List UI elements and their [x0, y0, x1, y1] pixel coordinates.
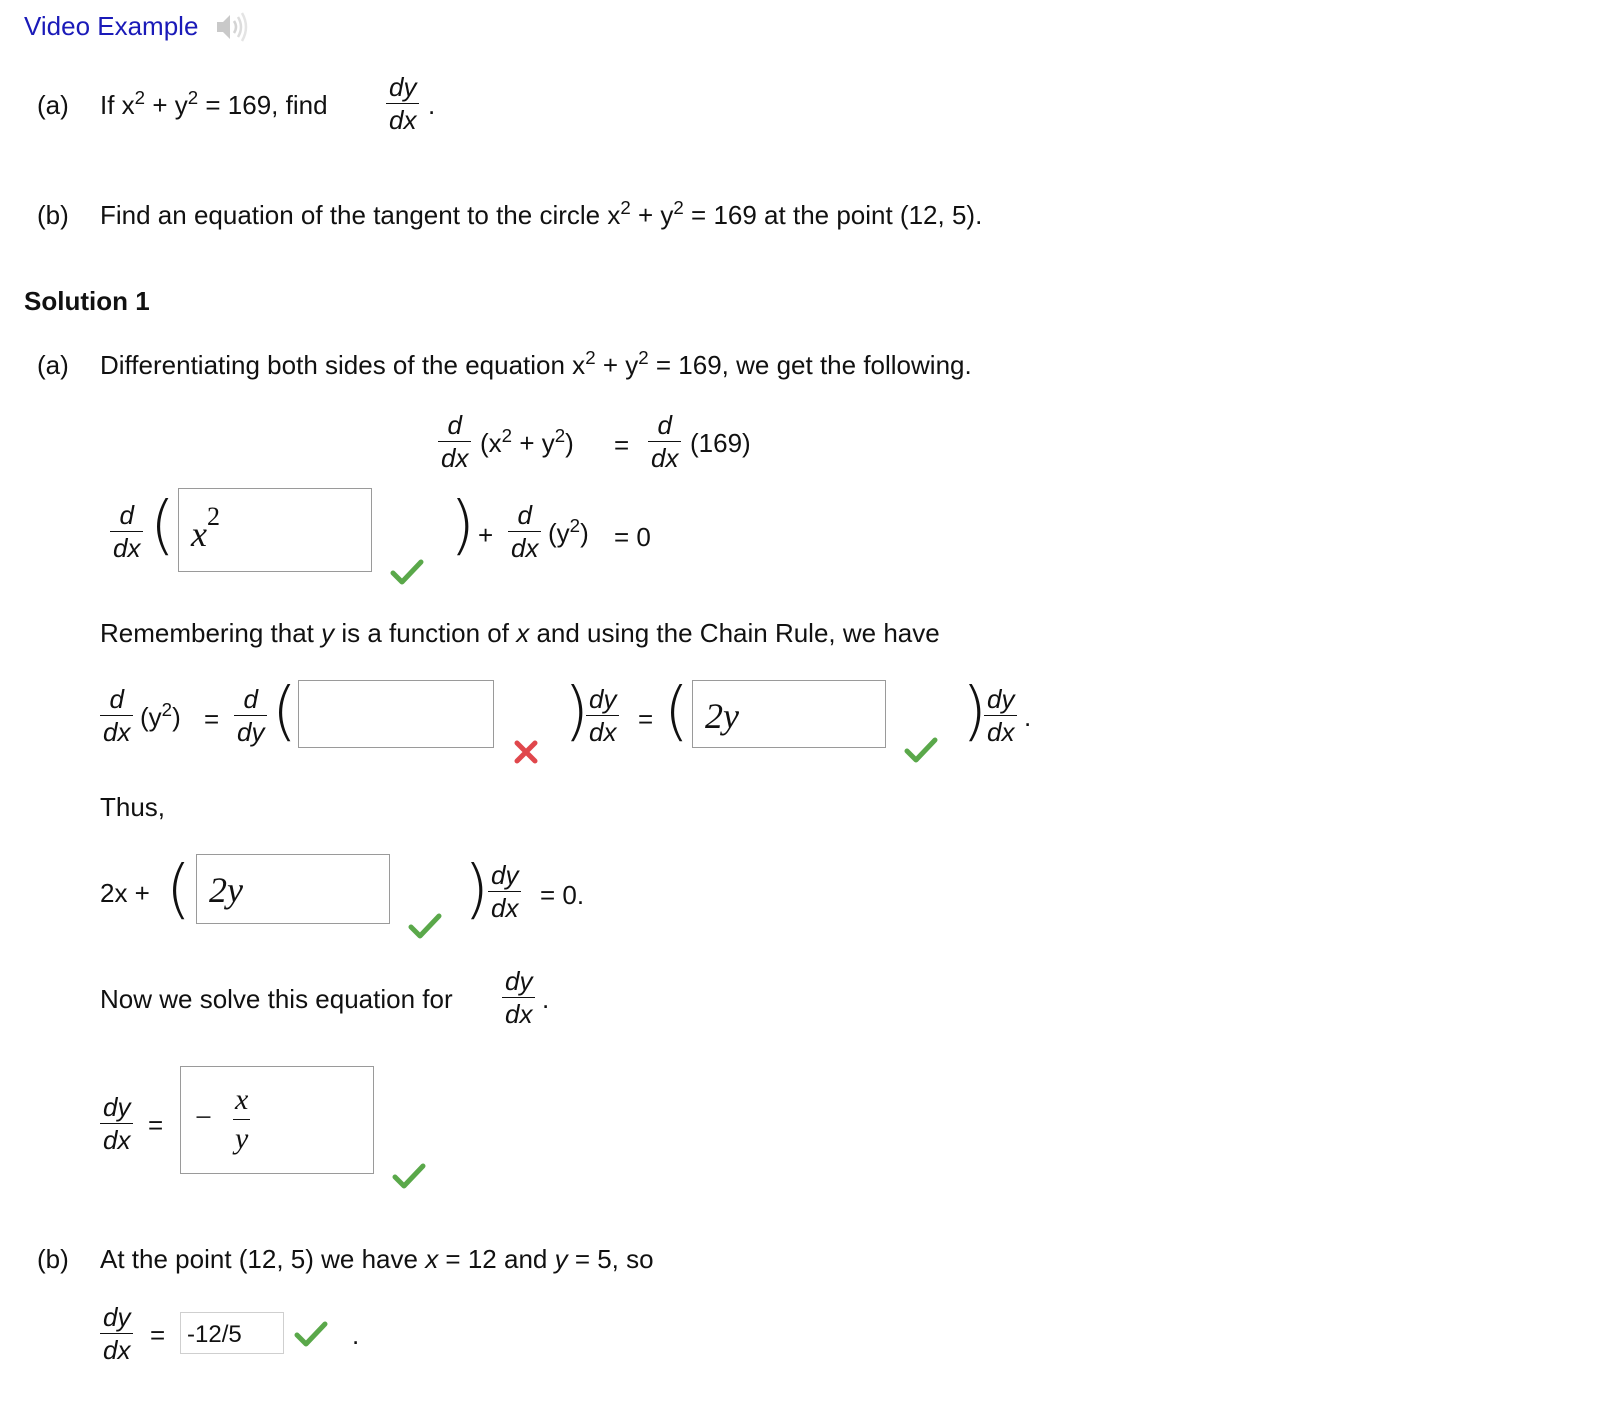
- equals-sign: =: [148, 1110, 164, 1140]
- dydx-fraction: dy dx: [100, 1094, 133, 1153]
- open-paren: (: [664, 675, 689, 749]
- ddx-y2: d dx: [508, 502, 541, 561]
- equals-sign: =: [204, 704, 220, 734]
- video-example-link[interactable]: Video Example: [24, 11, 199, 41]
- trailing-period: .: [352, 1320, 360, 1350]
- equals-sign: =: [150, 1320, 166, 1350]
- solve-text: Now we solve this equation for: [100, 984, 453, 1014]
- answer-box-2[interactable]: [298, 680, 494, 748]
- two-x-plus: 2x +: [100, 878, 150, 908]
- equals-sign: =: [638, 704, 654, 734]
- problem-a-label: (a): [37, 90, 69, 120]
- speaker-icon[interactable]: [214, 10, 252, 44]
- ddy-fraction: d dy: [234, 686, 267, 745]
- solution-b-text: At the point (12, 5) we have x = 12 and y = 5, so: [100, 1244, 654, 1274]
- period: .: [1024, 702, 1032, 732]
- solution-a-label: (a): [37, 350, 69, 380]
- ddx-box1: d dx: [110, 502, 143, 561]
- plus-sign: +: [478, 520, 494, 550]
- solution-b-label: (b): [37, 1244, 69, 1274]
- answer-box-3[interactable]: 2y: [692, 680, 886, 748]
- problem-b-text: Find an equation of the tangent to the circle $x^2 + y^2 = 169$ at the point (12, 5).: [100, 196, 983, 230]
- dydx-fraction: dy dx: [488, 862, 521, 921]
- y2-expression: $(y^2)$: [548, 514, 589, 548]
- answer-box-4[interactable]: 2y: [196, 854, 390, 924]
- check-icon: [390, 558, 424, 586]
- check-icon: [294, 1320, 328, 1348]
- open-paren: (: [166, 853, 191, 927]
- ddx-rhs: d dx: [648, 412, 681, 471]
- lhs-expression: $(x^2 + y^2)$: [480, 424, 574, 458]
- open-paren: (: [150, 489, 175, 563]
- close-paren: ): [962, 675, 987, 749]
- y2-chain-expression: $(y^2)$: [140, 698, 181, 732]
- period: .: [428, 90, 436, 120]
- slope-input[interactable]: -12/5: [180, 1312, 284, 1354]
- answer-box-1[interactable]: $x^2$: [178, 488, 372, 572]
- check-icon: [392, 1162, 426, 1190]
- answer-box-5[interactable]: − x y: [180, 1066, 374, 1174]
- close-paren: ): [450, 489, 475, 563]
- check-icon: [408, 912, 442, 940]
- open-paren: (: [272, 675, 297, 749]
- dydx-fraction: dy dx: [984, 686, 1017, 745]
- dydx-fraction: dy dx: [586, 686, 619, 745]
- close-paren: ): [464, 853, 489, 927]
- cross-icon: [512, 738, 540, 766]
- equals-zero: = 0: [614, 522, 651, 552]
- ddx-lhs: d dx: [438, 412, 471, 471]
- solution-a-text: Differentiating both sides of the equation $x^2 + y^2 = 169$, we get the following.: [100, 346, 972, 380]
- problem-a-text: If $x^2 + y^2 = 169$, find: [100, 86, 328, 120]
- rhs-expression: (169): [690, 428, 751, 458]
- thus-text: Thus,: [100, 792, 166, 822]
- solution-heading: Solution 1: [24, 286, 150, 316]
- check-icon: [904, 736, 938, 764]
- problem-b-label: (b): [37, 200, 69, 230]
- period: .: [542, 984, 550, 1014]
- equals-sign: =: [614, 430, 630, 460]
- dydx-fraction: dy dx: [502, 968, 535, 1027]
- equals-zero-period: = 0.: [540, 880, 585, 910]
- dydx-fraction: dy dx: [100, 1304, 133, 1363]
- ddx-y2-chain: d dx: [100, 686, 133, 745]
- close-paren: ): [564, 675, 589, 749]
- chain-rule-text: Remembering that y is a function of x and using the Chain Rule, we have: [100, 618, 940, 648]
- problem-a-dydx: dy dx: [386, 74, 419, 133]
